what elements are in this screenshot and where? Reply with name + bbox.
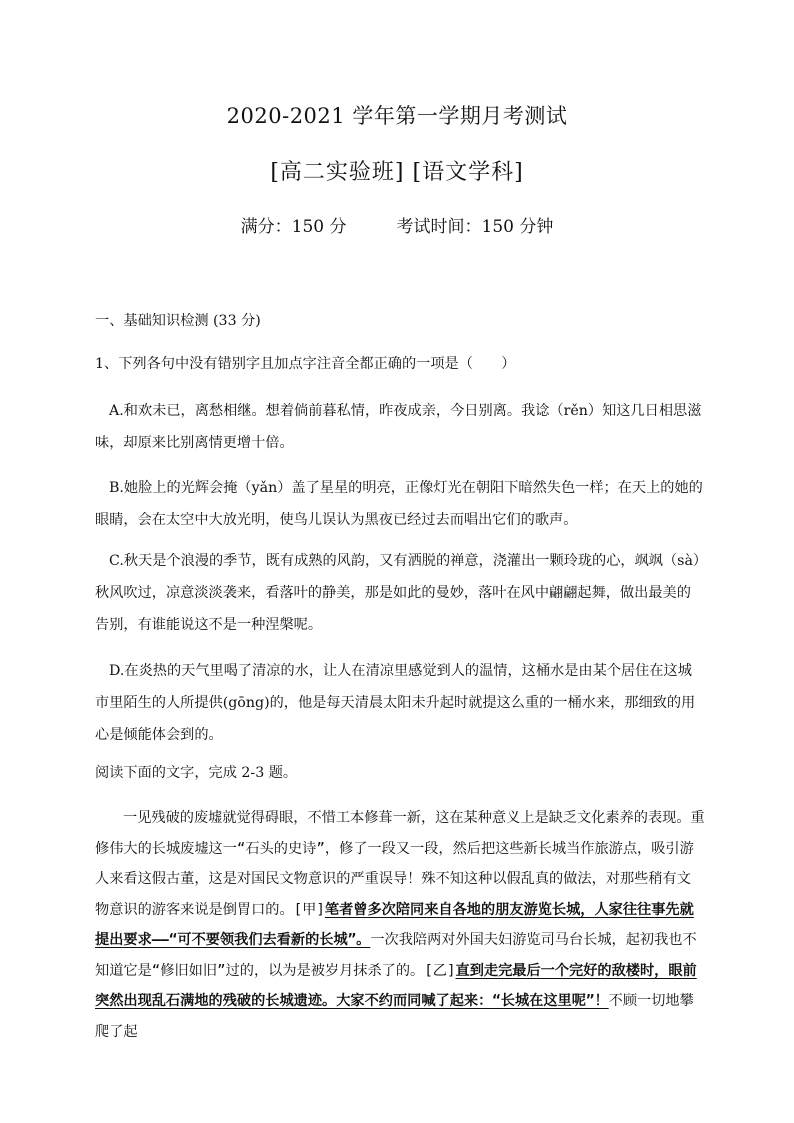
sentence-yi: 直到走完最后一个完好的敌楼时，眼前突然出现乱石满地的残破的长城遗迹。大家不约而同喊了起来：“长城在这里呢”！ — [95, 962, 697, 1009]
passage-part-2: 一次我陪两对外国夫妇游览司马台长城，起初我也不知道它是“修旧如旧”过的，以为是被岁月抹杀了的。 — [95, 932, 697, 979]
exam-meta — [0, 212, 794, 237]
section-heading: 一、基础知识检测 (33 分) — [95, 313, 261, 329]
full-score: 满分：150 分 — [240, 217, 347, 237]
mark-yi: [乙] — [424, 962, 456, 979]
reading-passage — [95, 803, 705, 1047]
option-a: A.和欢未已，离愁相继。想着倘前暮私情，昨夜成亲，今日别离。我谂（rěn）知这几日相思滋味，却原来比别离情更增十倍。 — [95, 403, 702, 451]
question-1: 1、下列各句中没有错别字且加点字注音全都正确的一项是（ ） — [95, 356, 516, 372]
exam-subtitle: [高二实验班] [语文学科] — [270, 160, 524, 185]
option-d: D.在炎热的天气里喝了清凉的水，让人在清凉里感觉到人的温情，这桶水是由某个居住在这城市里陌生的人所提供(gōng)的，他是每天清晨太阳未升起时就提这么重的一桶水来，那细致的用心是倾能体会到的。 — [95, 663, 696, 743]
mark-jia: [甲] — [293, 901, 325, 918]
exam-time: 考试时间：150 分钟 — [396, 217, 554, 237]
reading-prompt: 阅读下面的文字，完成 2-3 题。 — [95, 765, 298, 781]
option-b: B.她脸上的光辉会掩（yǎn）盖了星星的明亮，正像灯光在朝阳下暗然失色一样；在天上的她的眼睛，会在太空中大放光明，使鸟儿误认为黑夜已经过去而唱出它们的歌声。 — [95, 480, 703, 528]
passage-part-3: 不顾一切地攀爬了起 — [95, 993, 694, 1040]
sentence-jia: 笔者曾多次陪同来自各地的朋友游览长城，人家往往事先就提出要求——“可不要领我们去看新的长城”。 — [95, 901, 694, 948]
passage-part-1: 一见残破的废墟就觉得碍眼，不惜工本修葺一新，这在某种意义上是缺乏文化素养的表现。重修伟大的长城废墟这一“石头的史诗”，修了一段又一段，然后把这些新长城当作旅游点，吸引游人来看这假古董，这是对国民文物意识的严重误导！殊不知这种以假乱真的做法，对那些稍有文物意识的游客来说是倒胃口的。 — [95, 810, 705, 918]
option-c: C.秋天是个浪漫的季节，既有成熟的风韵，又有洒脱的禅意，浇灌出一颗玲珑的心，飒飒（sà）秋风吹过，凉意淡淡袭来，看落叶的静美，那是如此的曼妙，落叶在风中翩翩起舞，做出最美的告别，有谁能说这不是一种涅槃呢。 — [95, 553, 701, 633]
exam-title: 2020-2021 学年第一学期月考测试 — [226, 104, 568, 128]
